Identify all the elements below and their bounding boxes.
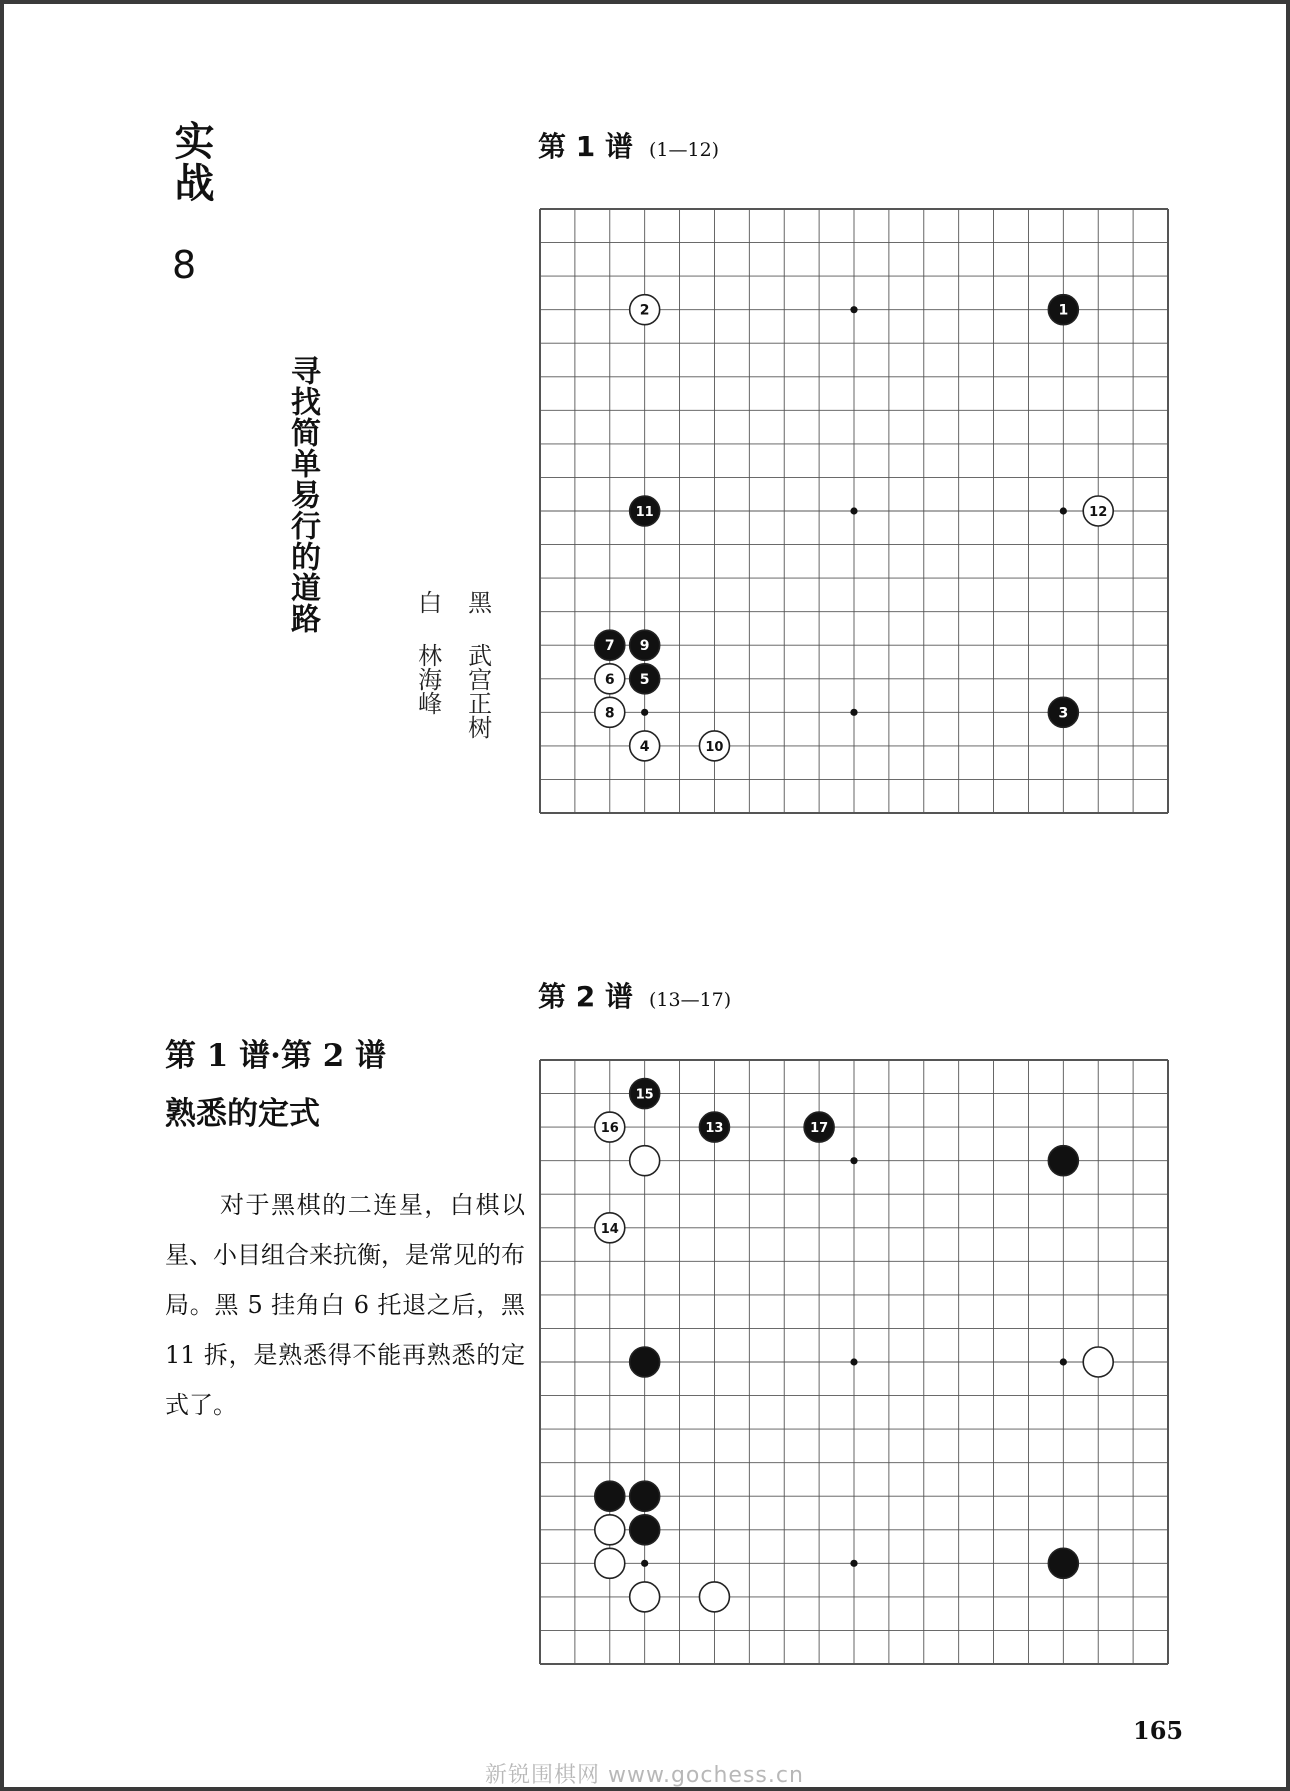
diagram2-stone [1048,1548,1078,1578]
black-player-label: 黑 [463,590,492,614]
white-player-label: 白 [413,590,442,614]
diagram1-stone-7 [595,630,625,660]
diagram1-range: (1—12) [648,139,720,161]
diagram1-stone-4 [630,731,660,761]
diagram2-title-text: 第 2 谱 [538,980,633,1013]
game-subtitle: 寻找简单易行的道路 [285,355,320,634]
diagram2-range: (13—17) [648,989,732,1011]
diagram1-grid [538,207,1170,815]
diagram2-grid [538,1058,1170,1666]
diagram2-stone [630,1481,660,1511]
diagram2-star-point [850,1358,857,1365]
diagram1-stone-label: 6 [604,671,615,688]
diagram2-stone-13 [699,1112,729,1142]
diagram1-title [538,125,719,165]
diagram2-stone [699,1582,729,1612]
diagram2-stone-17 [804,1112,834,1142]
diagram2-stone [630,1146,660,1176]
diagram1-stone-label: 7 [604,638,615,655]
diagram2-stone [1083,1347,1113,1377]
diagram2-stone [630,1515,660,1545]
diagram2-stone-label: 13 [705,1121,724,1137]
diagram2-star-point [850,1560,857,1567]
diagram1-stone-label: 10 [705,739,724,755]
page-number: 165 [1133,1716,1184,1745]
diagram1-stone-11 [630,496,660,526]
white-player-name: 林海峰 [413,643,442,715]
diagram2-stone [630,1347,660,1377]
diagram2-star-point [850,1157,857,1164]
diagram1-stone-label: 2 [639,302,650,319]
diagram1-stone-8 [595,697,625,727]
commentary-subheading: 熟悉的定式 [165,1096,320,1132]
diagram2-stone-15 [630,1079,660,1109]
diagram1-stone-5 [630,664,660,694]
diagram1-board [538,207,1170,815]
diagram2-title [538,975,731,1015]
diagram1-stone-3 [1048,697,1078,727]
diagram2-star-point [641,1560,648,1567]
diagram2-stone-16 [595,1112,625,1142]
diagram1-star-point [641,709,648,716]
diagram1-star-point [850,507,857,514]
diagram2-stone [595,1515,625,1545]
diagram2-stone-label: 17 [810,1121,829,1137]
diagram1-stone-12 [1083,496,1113,526]
diagram1-title-text: 第 1 谱 [538,130,633,163]
diagram1-stone-label: 12 [1089,505,1108,520]
diagram1-stone-label: 3 [1058,705,1069,722]
diagram1-stone-1 [1048,295,1078,325]
diagram1-stone-label: 1 [1058,302,1069,319]
commentary-heading: 第 1 谱·第 2 谱 [165,1038,387,1074]
diagram2-stone [1048,1146,1078,1176]
diagram2-stone-label: 14 [600,1221,619,1237]
diagram2-stone [630,1582,660,1612]
commentary-body: 对于黑棋的二连星，白棋以星、小目组合来抗衡，是常见的布局。黑 5 挂角白 6 托退之后，黑 11 拆，是熟悉得不能再熟悉的定式了。 [165,1191,525,1419]
diagram1-star-point [850,709,857,716]
black-player-name: 武宫正树 [463,643,492,739]
diagram2-stone-label: 15 [635,1087,654,1103]
diagram2-star-point [1060,1358,1067,1365]
diagram1-stone-10 [699,731,729,761]
diagram1-stone-label: 9 [639,638,650,655]
diagram1-stone-label: 5 [639,671,650,688]
diagram1-stone-9 [630,630,660,660]
diagram2-stone [595,1481,625,1511]
diagram1-star-point [1060,507,1067,514]
diagram1-stone-label: 4 [639,738,650,755]
watermark: 新锐围棋网 www.gochess.cn [485,1763,804,1788]
diagram1-star-point [850,306,857,313]
section-number: 8 [172,243,197,287]
diagram2-stone-label: 16 [600,1121,619,1137]
diagram1-stone-6 [595,664,625,694]
diagram1-stone-2 [630,295,660,325]
diagram1-stone-label: 11 [635,505,654,520]
diagram1-stone-label: 8 [604,705,615,722]
diagram2-stone-14 [595,1213,625,1243]
section-title: 实战 [168,120,214,204]
diagram2-stone [595,1548,625,1578]
diagram2-board [538,1058,1170,1666]
